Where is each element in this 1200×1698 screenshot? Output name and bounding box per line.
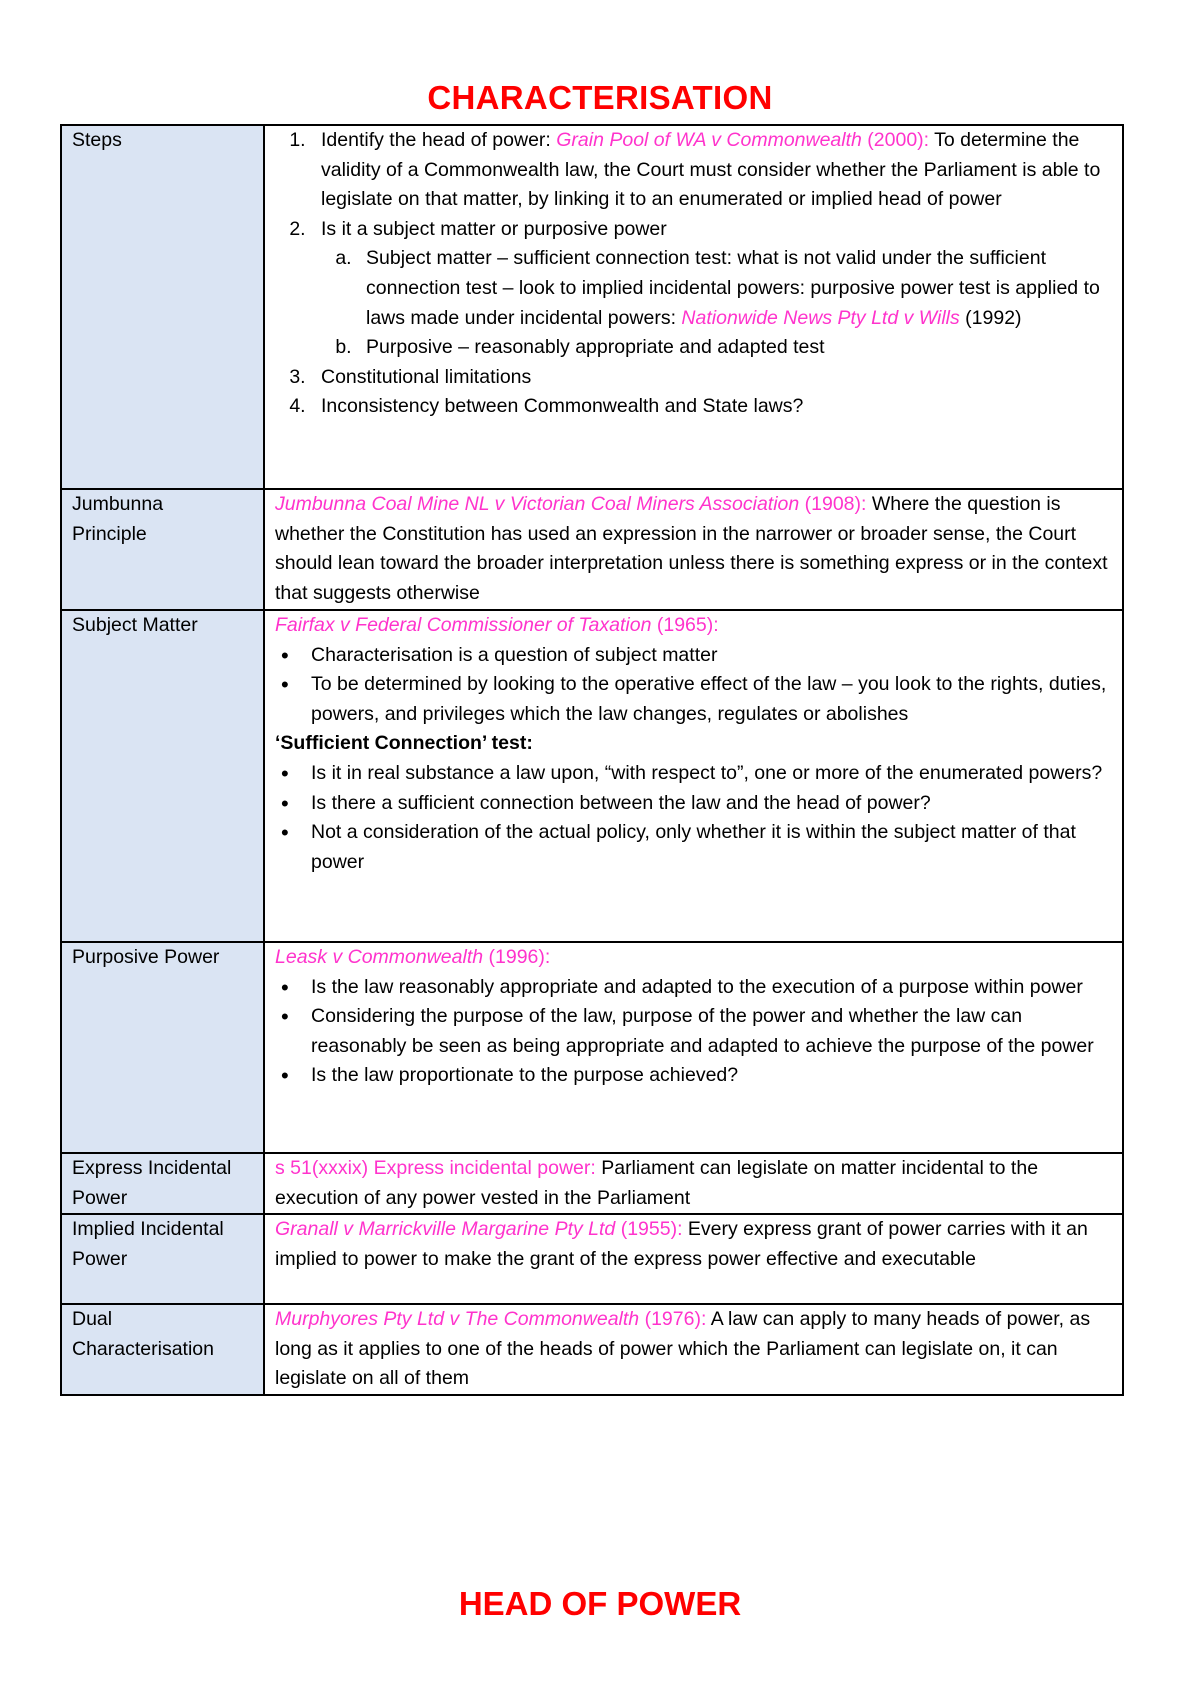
table-row <box>61 610 1123 942</box>
table-row <box>61 1304 1123 1395</box>
case-citation: Nationwide News Pty Ltd v Wills <box>681 306 960 329</box>
row-label: Jumbunna Principle <box>61 489 264 610</box>
row-label <box>61 125 264 489</box>
table-row <box>61 489 1123 610</box>
list-item: • Is the law reasonably appropriate and adapted to the execution of a purpose within power <box>311 973 1118 1003</box>
row-content: s 51(xxxix) Express incidental power: Parliament can legislate on matter incidental to the execution of any power vested in the Parliament <box>264 1153 1123 1214</box>
steps-list <box>275 126 1118 422</box>
row-content: Jumbunna Coal Mine NL v Victorian Coal Miners Association (1908): Where the question is whether the Constitution has used an expression in the narrower or broader sense, the Court should lean toward the broader interpretation unless there is something express or in the context that suggests otherwise <box>264 489 1123 610</box>
row-label: Purposive Power <box>61 942 264 1153</box>
list-item: • Is it in real substance a law upon, “with respect to”, one or more of the enumerated powers? <box>311 759 1118 789</box>
list-item: 2. Is it a subject matter or purposive power a. Subject matter – sufficient connection test: what is not valid under the sufficient connection test – look to implied incidental powers: purposive power test is applied to laws made under incidental powers: Nationwide News Pty Ltd v Wills (1992) b. Purposive – reasonably appropriate and adapted test <box>311 215 1118 363</box>
page-title: CHARACTERISATION <box>427 79 773 116</box>
list-item: b. Purposive – reasonably appropriate and adapted test <box>357 333 1118 363</box>
row-label: Implied Incidental Power <box>61 1214 264 1304</box>
table-row <box>61 1214 1123 1304</box>
bullet-list <box>275 973 1118 1091</box>
row-content: Murphyores Pty Ltd v The Commonwealth (1976): A law can apply to many heads of power, as long as it applies to one of the heads of power which the Parliament can legislate on, it can legislate on all of them <box>264 1304 1123 1395</box>
list-item: 3. Constitutional limitations <box>311 363 1118 393</box>
row-label: Dual Characterisation <box>61 1304 264 1395</box>
test-heading: ‘Sufficient Connection’ test: <box>275 732 533 755</box>
section-reference: s 51(xxxix) Express incidental power: <box>275 1157 596 1179</box>
list-item: • Considering the purpose of the law, purpose of the power and whether the law can reasonably be seen as being appropriate and adapted to achieve the purpose of the power <box>311 1002 1118 1061</box>
list-item: a. Subject matter – sufficient connection test: what is not valid under the sufficient connection test – look to implied incidental powers: purposive power test is applied to laws made under incidental powers: Nationwide News Pty Ltd v Wills (1992) <box>357 244 1118 333</box>
row-label: Subject Matter <box>61 610 264 942</box>
next-section-title: HEAD OF POWER <box>458 1585 742 1622</box>
list-item: • Not a consideration of the actual policy, only whether it is within the subject matter of that power <box>311 818 1118 877</box>
row-label-text: Steps <box>72 129 122 151</box>
row-content <box>264 942 1123 1153</box>
notes-table <box>60 124 1124 1396</box>
table-row <box>61 125 1123 489</box>
list-item: • To be determined by looking to the operative effect of the law – you look to the rights, duties, powers, and privileges which the law changes, regulates or abolishes <box>311 670 1118 729</box>
list-item: • Characterisation is a question of subject matter <box>311 641 1118 671</box>
case-citation: Murphyores Pty Ltd v The Commonwealth (1976): <box>275 1308 707 1331</box>
list-item: 1. Identify the head of power: Grain Pool of WA v Commonwealth (2000): To determine the validity of a Commonwealth law, the Court must consider whether the Parliament is able to legislate on that matter, by linking it to an enumerated or implied head of power <box>311 126 1118 215</box>
list-item: • Is there a sufficient connection between the law and the head of power? <box>311 789 1118 819</box>
list-item: 4. Inconsistency between Commonwealth and State laws? <box>311 392 1118 422</box>
bullet-list <box>275 759 1118 877</box>
row-content: Granall v Marrickville Margarine Pty Ltd (1955): Every express grant of power carries with it an implied to power to make the grant of the express power effective and executable <box>264 1214 1123 1304</box>
sub-list <box>321 244 1118 362</box>
bullet-list <box>275 641 1118 730</box>
case-citation: Granall v Marrickville Margarine Pty Ltd (1955): <box>275 1218 683 1241</box>
row-content <box>264 125 1123 489</box>
case-citation: Grain Pool of WA v Commonwealth (2000): <box>556 129 930 151</box>
row-label: Express Incidental Power <box>61 1153 264 1214</box>
case-citation: Fairfax v Federal Commissioner of Taxation (1965): <box>275 614 719 636</box>
table-row <box>61 942 1123 1153</box>
list-item: • Is the law proportionate to the purpose achieved? <box>311 1061 1118 1091</box>
row-content <box>264 610 1123 942</box>
case-citation: Leask v Commonwealth (1996): <box>275 946 551 968</box>
case-citation: Jumbunna Coal Mine NL v Victorian Coal Miners Association (1908): <box>275 493 867 515</box>
table-row <box>61 1153 1123 1214</box>
